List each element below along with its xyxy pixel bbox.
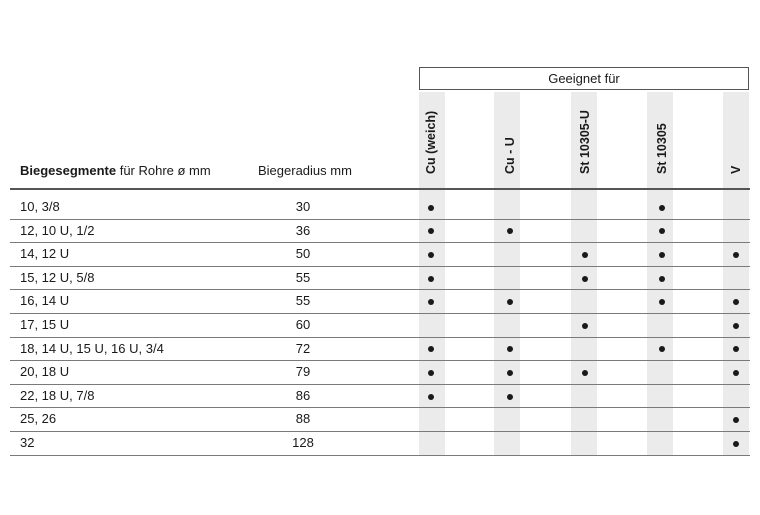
segments-cell: 10, 3/8 bbox=[20, 199, 60, 214]
suitability-bullet bbox=[582, 252, 588, 258]
column-header-3: St 10305-U bbox=[578, 110, 592, 174]
segments-cell: 32 bbox=[20, 435, 35, 450]
row-divider bbox=[10, 407, 750, 408]
row-divider bbox=[10, 360, 750, 361]
row-divider bbox=[10, 431, 750, 432]
radius-cell: 60 bbox=[295, 317, 311, 332]
radius-header: Biegeradius mm bbox=[258, 163, 352, 178]
row-divider bbox=[10, 242, 750, 243]
segments-header-rest: für Rohre ø mm bbox=[116, 163, 211, 178]
header-divider bbox=[10, 188, 750, 190]
segments-cell: 20, 18 U bbox=[20, 364, 70, 380]
segments-cell: 18, 14 U, 15 U, 16 U, 3/4 bbox=[20, 340, 164, 356]
row-divider bbox=[10, 266, 750, 267]
radius-cell: 30 bbox=[295, 199, 311, 214]
column-header-2: Cu - U bbox=[503, 137, 517, 174]
segments-cell: 15, 12 U, 5/8 bbox=[20, 269, 95, 285]
suitability-bullet bbox=[507, 394, 513, 400]
suitability-bullet bbox=[428, 370, 434, 376]
radius-cell: 55 bbox=[295, 269, 311, 285]
column-shade-5 bbox=[723, 92, 749, 456]
radius-cell: 88 bbox=[295, 411, 311, 427]
segments-header bbox=[20, 163, 211, 178]
column-header-1: Cu (weich) bbox=[424, 110, 438, 174]
suitability-bullet bbox=[733, 441, 739, 447]
row-divider bbox=[10, 384, 750, 385]
suitability-bullet bbox=[428, 276, 434, 282]
suitability-bullet bbox=[733, 252, 739, 258]
suitability-bullet bbox=[659, 276, 665, 282]
suitability-bullet bbox=[659, 205, 665, 211]
group-header-geeignet: Geeignet für bbox=[419, 67, 749, 90]
row-divider bbox=[10, 289, 750, 290]
segments-cell: 17, 15 U bbox=[20, 317, 70, 332]
segments-cell: 14, 12 U bbox=[20, 246, 70, 262]
column-header-4: St 10305 bbox=[655, 123, 669, 174]
radius-cell: 72 bbox=[295, 340, 311, 356]
segments-cell: 16, 14 U bbox=[20, 293, 70, 309]
radius-cell: 128 bbox=[292, 435, 314, 450]
radius-cell: 50 bbox=[295, 246, 311, 262]
segments-cell: 22, 18 U, 7/8 bbox=[20, 387, 95, 403]
suitability-bullet bbox=[428, 394, 434, 400]
radius-cell: 79 bbox=[295, 364, 311, 380]
radius-cell: 36 bbox=[295, 222, 311, 238]
suitability-bullet bbox=[582, 276, 588, 282]
suitability-bullet bbox=[582, 323, 588, 329]
row-divider bbox=[10, 313, 750, 314]
suitability-bullet bbox=[733, 323, 739, 329]
row-divider bbox=[10, 455, 750, 456]
suitability-bullet bbox=[428, 252, 434, 258]
row-divider bbox=[10, 219, 750, 220]
suitability-bullet bbox=[582, 370, 588, 376]
suitability-bullet bbox=[507, 370, 513, 376]
suitability-bullet bbox=[659, 252, 665, 258]
suitability-bullet bbox=[428, 205, 434, 211]
segments-cell: 12, 10 U, 1/2 bbox=[20, 222, 95, 238]
column-header-5: V bbox=[729, 165, 743, 174]
segments-cell: 25, 26 bbox=[20, 411, 57, 427]
suitability-bullet bbox=[733, 370, 739, 376]
segments-header-bold: Biegesegmente bbox=[20, 163, 117, 178]
radius-cell: 86 bbox=[295, 387, 311, 403]
radius-cell: 55 bbox=[295, 293, 311, 309]
